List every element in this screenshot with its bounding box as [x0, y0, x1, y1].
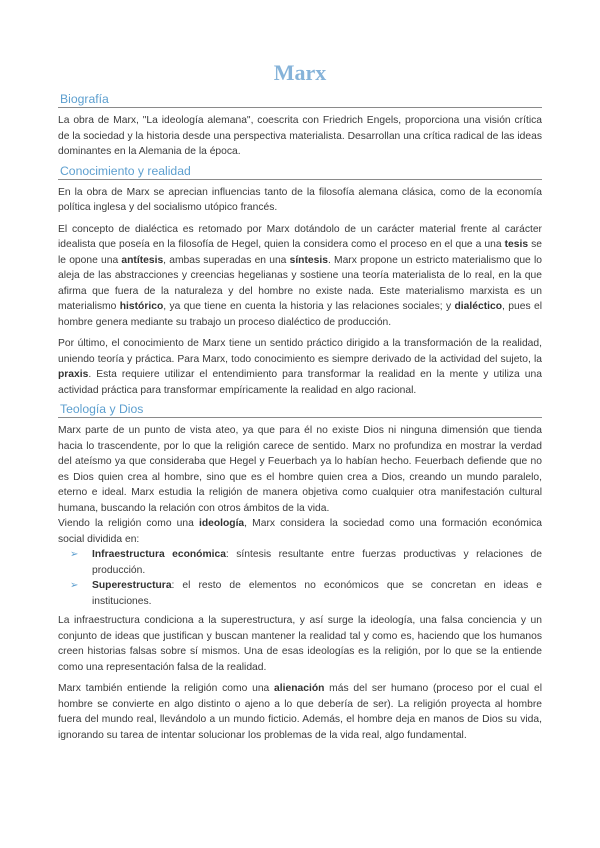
section-teologia [58, 402, 542, 743]
bold-term: histórico [119, 301, 164, 312]
paragraph: La obra de Marx, "La ideología alemana", coescrita con Friedrich Engels, proporciona una visión crítica de la sociedad y la historia desde una perspectiva materialista. Desarrollan una crítica radical de las ideas dominantes en la Alemania de la época. [58, 115, 542, 157]
bold-term: ideología [198, 518, 245, 529]
paragraph: Viendo la religión como una ideología, Marx considera la sociedad como una formación económica social dividida en: [58, 518, 542, 545]
paragraph: El concepto de dialéctica es retomado por Marx dotándolo de un carácter material frente al carácter idealista que poseía en la filosofía de Hegel, quien la considera como el proceso en el que a una tesis se le opone una antítesis, ambas superadas en una síntesis. Marx propone un estricto materialismo que lo aleja de las abstracciones y creencias hegelianas y sostiene una teoría materialista de lo real, en la que afirma que fuera de la naturaleza y del hombre no existe nada. Este materialismo marxista es un materialismo histórico, ya que tiene en cuenta la historia y las relaciones sociales; y dialéctico, pues el hombre genera mediante su trabajo un proceso dialéctico de producción. [58, 223, 542, 328]
bold-term: tesis [504, 239, 529, 250]
page-title: Marx [273, 60, 327, 85]
section-heading-teologia: Teología y Dios [58, 402, 542, 418]
list-item: ➢ Infraestructura económica: síntesis resultante entre fuerzas productivas y relaciones de producción. [70, 549, 542, 576]
paragraph: Marx parte de un punto de vista ateo, ya que para él no existe Dios ni ninguna dimensión que tienda hacia lo trascendente, por lo que la religión carece de sentido. Marx no profundiza en mostrar la verdad del ateísmo ya que consideraba que Hegel y Feuerbach ya lo habían hecho. Feuerbach defiende que no es Dios quien crea al hombre, sino que es el hombre quien crea a Dios, creando un mundo paralelo, eterno e ideal. Marx estudia la religión de manera objetiva como cualquier otra manifestación cultural humana, buscando la relación con otros ámbitos de la vida. [58, 425, 542, 514]
section-heading-conocimiento: Conocimiento y realidad [58, 164, 542, 180]
paragraph: Marx también entiende la religión como una alienación más del ser humano (proceso por el cual el hombre se convierte en algo distinto o ajeno a lo que debería de ser). La religión proyecta al hombre fuera del mundo real, llevándolo a un mundo ficticio. Además, el hombre deja en manos de Dios su vida, ignorando su tarea de intentar solucionar los problemas de la vida real, algo fundamental. [58, 683, 542, 741]
section-biografia [58, 92, 542, 160]
bold-term: antítesis [121, 254, 164, 266]
bold-term: praxis [58, 369, 89, 380]
bold-term: síntesis [289, 254, 328, 266]
section-heading-biografia: Biografía [58, 92, 542, 108]
bullet-list [58, 547, 542, 609]
bold-term: alienación [274, 683, 325, 694]
arrow-right-icon: ➢ [70, 580, 79, 591]
paragraph: Por último, el conocimiento de Marx tiene un sentido práctico dirigido a la transformación de la realidad, uniendo teoría y práctica. Para Marx, todo conocimiento es siempre derivado de la actividad del sujeto, la praxis. Esta requiere utilizar el entendimiento para transformar la realidad en la mente y utiliza una actividad práctica para transformar empíricamente la realidad en algo racional. [58, 338, 542, 396]
paragraph: La infraestructura condiciona a la superestructura, y así surge la ideología, una falsa conciencia y un conjunto de ideas que justifican y buscan mantener la realidad tal y como es, haciendo que los humanos creen historias falsas sobre sí mismos. Una de esas ideologías es la religión, por lo que se la entiende como una representación falsa de la realidad. [58, 615, 542, 673]
section-conocimiento [58, 164, 542, 399]
bold-term: dialéctico [454, 301, 503, 312]
paragraph: En la obra de Marx se aprecian influencias tanto de la filosofía alemana clásica, como de la economía política inglesa y del socialismo utópico francés. [58, 186, 542, 213]
list-item: ➢ Superestructura: el resto de elementos no económicos que se concretan en ideas e instituciones. [70, 580, 542, 607]
arrow-right-icon: ➢ [70, 549, 79, 560]
